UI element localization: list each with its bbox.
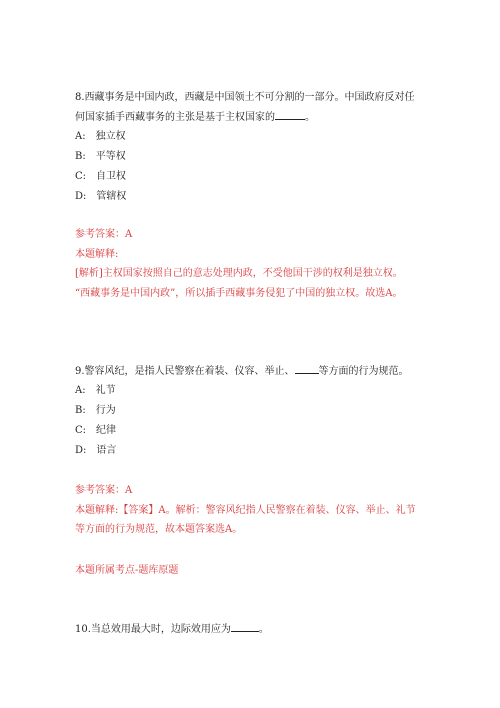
option-c: C: 自卫权 xyxy=(75,171,127,182)
reference-answer: 参考答案：A xyxy=(75,229,133,240)
option-b: B: 行为 xyxy=(75,405,116,416)
option-a: A: 礼节 xyxy=(75,385,116,396)
answer-blank xyxy=(295,364,319,374)
option-b: B: 平等权 xyxy=(75,151,126,162)
reference-answer: 参考答案：A xyxy=(75,485,133,496)
question-8 xyxy=(75,88,428,127)
analysis-line-2: “西藏事务是中国内政”，所以插手西藏事务侵犯了中国的独立权。故选A。 xyxy=(75,287,403,299)
option-a: A: 独立权 xyxy=(75,131,126,142)
question-9 xyxy=(75,362,428,382)
question-10-stem: 10.当总效用最大时，边际效用应为 。 xyxy=(75,624,269,635)
question-9-answer-block xyxy=(75,481,428,540)
question-9-source xyxy=(75,561,428,581)
answer-blank xyxy=(275,110,305,120)
question-9-stem: 9.警容风纪，是指人民警察在着装、仪容、举止、 等方面的行为规范。 xyxy=(75,366,409,377)
option-d: D: 语言 xyxy=(75,445,117,456)
question-9-options xyxy=(75,381,428,461)
analysis-line-2: 等方面的行为规范，故本题答案选A。 xyxy=(75,524,243,535)
question-8-options xyxy=(75,127,428,207)
question-8-stem-line1: 8.西藏事务是中国内政，西藏是中国领土不可分割的一部分。中国政府反对任 xyxy=(75,92,415,103)
question-8-stem-line2: 何国家插手西藏事务的主张是基于主权国家的 。 xyxy=(75,111,315,123)
analysis-title: 本题解释: xyxy=(75,248,119,260)
option-c: C: 纪律 xyxy=(75,425,117,436)
answer-blank xyxy=(231,622,259,632)
option-d: D: 管辖权 xyxy=(75,191,127,202)
analysis-line-1: [解析]主权国家按照自己的意志处理内政，不受他国干涉的权利是独立权。 xyxy=(75,268,403,279)
knowledge-point-source: 本题所属考点-题库原题 xyxy=(75,565,179,576)
question-10 xyxy=(75,620,428,640)
analysis-line-1: 本题解释:【答案】A。解析：警容风纪指人民警察在着装、仪容、举止、礼节 xyxy=(75,504,416,516)
question-8-answer-block xyxy=(75,225,428,303)
